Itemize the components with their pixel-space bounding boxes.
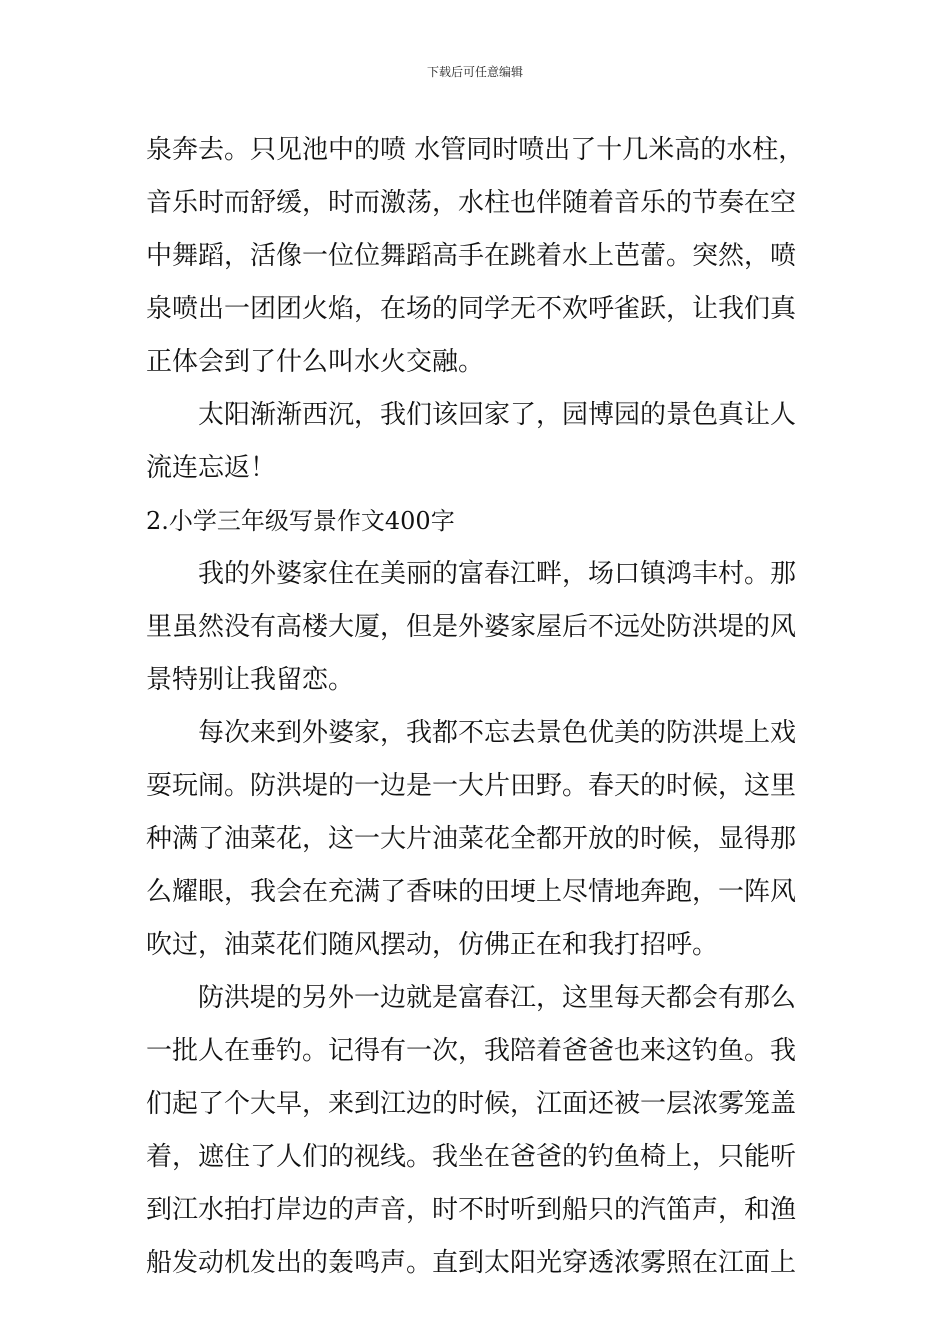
text-line: 着，遮住了人们的视线。我坐在爸爸的钓鱼椅上，只能听 <box>146 1142 797 1172</box>
document-body <box>146 124 808 1290</box>
section-heading: 2.小学三年级写景作文400字 <box>146 507 455 535</box>
text-line: 吹过，油菜花们随风摆动，仿佛正在和我打招呼。 <box>146 930 719 960</box>
text-line: 音乐时而舒缓，时而激荡，水柱也伴随着音乐的节奏在空 <box>146 188 797 218</box>
page-header: 下载后可任意编辑 <box>426 65 523 79</box>
text-line: 泉喷出一团团火焰，在场的同学无不欢呼雀跃，让我们真 <box>146 294 797 324</box>
text-line: 们起了个大早，来到江边的时候，江面还被一层浓雾笼盖 <box>146 1089 797 1119</box>
text-line: 中舞蹈，活像一位位舞蹈高手在跳着水上芭蕾。突然，喷 <box>146 241 797 271</box>
text-line: 到江水拍打岸边的声音，时不时听到船只的汽笛声，和渔 <box>146 1195 797 1225</box>
text-line: 泉奔去。只见池中的喷 水管同时喷出了十几米高的水柱， <box>146 135 805 165</box>
text-line: 太阳渐渐西沉，我们该回家了，园博园的景色真让人 <box>198 400 797 430</box>
text-line: 防洪堤的另外一边就是富春江，这里每天都会有那么 <box>198 983 797 1013</box>
text-line: 一批人在垂钓。记得有一次，我陪着爸爸也来这钓鱼。我 <box>146 1036 797 1066</box>
text-line: 景特别让我留恋。 <box>146 665 355 695</box>
text-line: 流连忘返！ <box>146 453 277 483</box>
text-line: 种满了油菜花，这一大片油菜花全都开放的时候，显得那 <box>146 824 797 854</box>
text-line: 船发动机发出的轰鸣声。直到太阳光穿透浓雾照在江面上 <box>146 1248 797 1278</box>
text-line: 么耀眼，我会在充满了香味的田埂上尽情地奔跑，一阵风 <box>146 877 797 907</box>
text-line: 耍玩闹。防洪堤的一边是一大片田野。春天的时候，这里 <box>146 771 797 801</box>
text-line: 正体会到了什么叫水火交融。 <box>146 347 485 377</box>
text-line: 我的外婆家住在美丽的富春江畔，场口镇鸿丰村。那 <box>198 559 797 589</box>
text-line: 里虽然没有高楼大厦，但是外婆家屋后不远处防洪堤的风 <box>146 612 797 642</box>
text-line: 每次来到外婆家，我都不忘去景色优美的防洪堤上戏 <box>198 718 797 748</box>
